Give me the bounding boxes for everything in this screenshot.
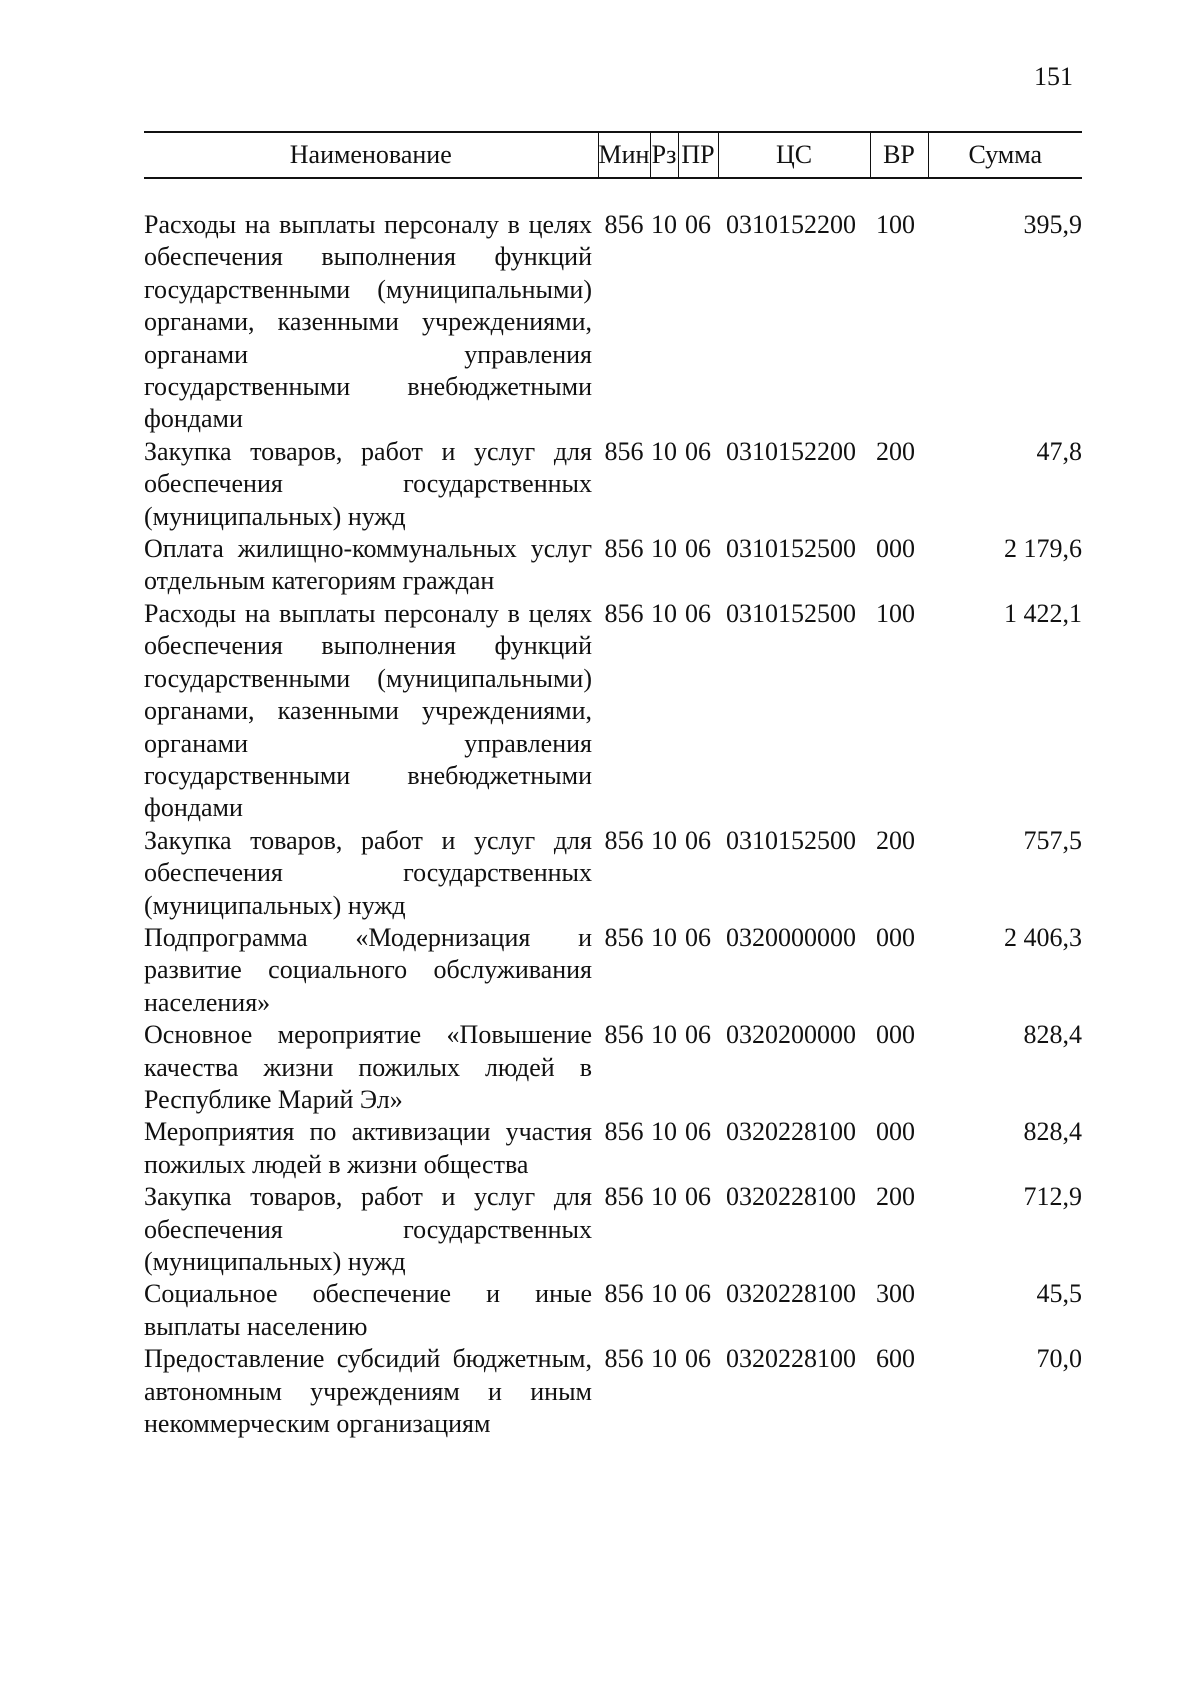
table-header xyxy=(144,132,1082,178)
row-sum: 2 406,3 xyxy=(1004,922,1082,952)
table-row xyxy=(144,1019,1082,1116)
table-row xyxy=(144,1278,1082,1343)
budget-table-wrapper xyxy=(144,131,1082,1440)
row-min: 856 xyxy=(604,1344,644,1374)
row-min: 856 xyxy=(604,1117,644,1147)
row-name: Подпрограмма «Модернизация и развитие социального обслуживания населения» xyxy=(144,922,592,1017)
row-pr: 06 xyxy=(685,534,711,564)
row-cs: 0320228100 xyxy=(726,1344,856,1374)
table-row xyxy=(144,598,1082,825)
row-vr: 000 xyxy=(876,534,915,564)
row-pr: 06 xyxy=(685,825,711,855)
row-min: 856 xyxy=(604,534,644,564)
row-name: Предоставление субсидий бюджетным, автономным учреждениям и иным некоммерческим организациям xyxy=(144,1344,592,1439)
row-pr: 06 xyxy=(685,1279,711,1309)
row-cs: 0320228100 xyxy=(726,1182,856,1212)
row-sum: 1 422,1 xyxy=(1004,598,1082,628)
row-vr: 200 xyxy=(876,436,915,466)
table-row xyxy=(144,1116,1082,1181)
header-rz: Рз xyxy=(650,132,678,178)
row-pr: 06 xyxy=(685,922,711,952)
row-cs: 0320000000 xyxy=(726,922,856,952)
row-name: Расходы на выплаты персоналу в целях обеспечения выполнения функций государственными (муниципальными) органами, казенными учреждениями, органами управления государственными внебюджетными фондами xyxy=(144,598,592,823)
row-vr: 000 xyxy=(876,922,915,952)
row-rz: 10 xyxy=(651,1279,677,1309)
row-sum: 45,5 xyxy=(1036,1279,1082,1309)
row-cs: 0310152500 xyxy=(726,825,856,855)
row-min: 856 xyxy=(604,436,644,466)
row-pr: 06 xyxy=(685,436,711,466)
table-row xyxy=(144,209,1082,436)
row-sum: 712,9 xyxy=(1023,1182,1082,1212)
header-vr: ВР xyxy=(870,132,928,178)
header-name: Наименование xyxy=(144,132,598,178)
row-rz: 10 xyxy=(651,922,677,952)
row-rz: 10 xyxy=(651,825,677,855)
row-rz: 10 xyxy=(651,1117,677,1147)
row-sum: 70,0 xyxy=(1036,1344,1082,1374)
row-vr: 200 xyxy=(876,825,915,855)
row-vr: 600 xyxy=(876,1344,915,1374)
row-sum: 828,4 xyxy=(1023,1020,1082,1050)
row-sum: 395,9 xyxy=(1023,210,1082,239)
row-cs: 0310152500 xyxy=(726,598,856,628)
row-pr: 06 xyxy=(685,1182,711,1212)
row-vr: 100 xyxy=(876,210,915,239)
row-name: Социальное обеспечение и иные выплаты населению xyxy=(144,1279,592,1341)
row-cs: 0310152500 xyxy=(726,534,856,564)
row-pr: 06 xyxy=(685,1020,711,1050)
row-sum: 828,4 xyxy=(1023,1117,1082,1147)
row-cs: 0320228100 xyxy=(726,1117,856,1147)
table-row xyxy=(144,436,1082,533)
row-vr: 200 xyxy=(876,1182,915,1212)
row-vr: 000 xyxy=(876,1117,915,1147)
header-min: Мин xyxy=(598,132,650,178)
row-sum: 757,5 xyxy=(1023,825,1082,855)
row-name: Закупка товаров, работ и услуг для обеспечения государственных (муниципальных) нужд xyxy=(144,436,592,531)
row-name: Основное мероприятие «Повышение качества жизни пожилых людей в Республике Марий Эл» xyxy=(144,1020,592,1114)
row-rz: 10 xyxy=(651,598,677,628)
row-min: 856 xyxy=(604,1279,644,1309)
header-pr: ПР xyxy=(678,132,718,178)
header-sum: Сумма xyxy=(928,132,1082,178)
row-cs: 0310152200 xyxy=(726,210,856,239)
row-cs: 0320228100 xyxy=(726,1279,856,1309)
header-row xyxy=(144,132,1082,178)
row-rz: 10 xyxy=(651,1344,677,1374)
row-min: 856 xyxy=(604,1182,644,1212)
table-row xyxy=(144,825,1082,922)
header-spacer xyxy=(144,178,1082,209)
row-cs: 0320200000 xyxy=(726,1020,856,1050)
row-min: 856 xyxy=(604,922,644,952)
row-min: 856 xyxy=(604,825,644,855)
row-vr: 000 xyxy=(876,1020,915,1050)
table-row xyxy=(144,1181,1082,1278)
row-pr: 06 xyxy=(685,1117,711,1147)
table-row xyxy=(144,1343,1082,1440)
row-min: 856 xyxy=(604,210,644,239)
page-number: 151 xyxy=(1034,62,1073,91)
row-pr: 06 xyxy=(685,598,711,628)
row-rz: 10 xyxy=(651,210,677,239)
row-cs: 0310152200 xyxy=(726,436,856,466)
budget-table xyxy=(144,131,1082,1440)
table-row xyxy=(144,922,1082,1019)
row-name: Расходы на выплаты персоналу в целях обеспечения выполнения функций государственными (муниципальными) органами, казенными учреждениями, органами управления государственными внебюджетными фондами xyxy=(144,210,592,434)
row-vr: 100 xyxy=(876,598,915,628)
row-rz: 10 xyxy=(651,534,677,564)
row-rz: 10 xyxy=(651,1020,677,1050)
row-name: Закупка товаров, работ и услуг для обеспечения государственных (муниципальных) нужд xyxy=(144,1182,592,1276)
row-pr: 06 xyxy=(685,1344,711,1374)
table-body xyxy=(144,178,1082,1440)
row-min: 856 xyxy=(604,1020,644,1050)
row-min: 856 xyxy=(604,598,644,628)
row-pr: 06 xyxy=(685,210,711,239)
row-name: Закупка товаров, работ и услуг для обеспечения государственных (муниципальных) нужд xyxy=(144,825,592,920)
row-rz: 10 xyxy=(651,1182,677,1212)
row-vr: 300 xyxy=(876,1279,915,1309)
row-name: Оплата жилищно-коммунальных услуг отдельным категориям граждан xyxy=(144,534,592,596)
header-cs: ЦС xyxy=(718,132,870,178)
row-sum: 2 179,6 xyxy=(1004,534,1082,564)
row-name: Мероприятия по активизации участия пожилых людей в жизни общества xyxy=(144,1117,592,1179)
row-sum: 47,8 xyxy=(1036,436,1082,466)
table-row xyxy=(144,533,1082,598)
row-rz: 10 xyxy=(651,436,677,466)
